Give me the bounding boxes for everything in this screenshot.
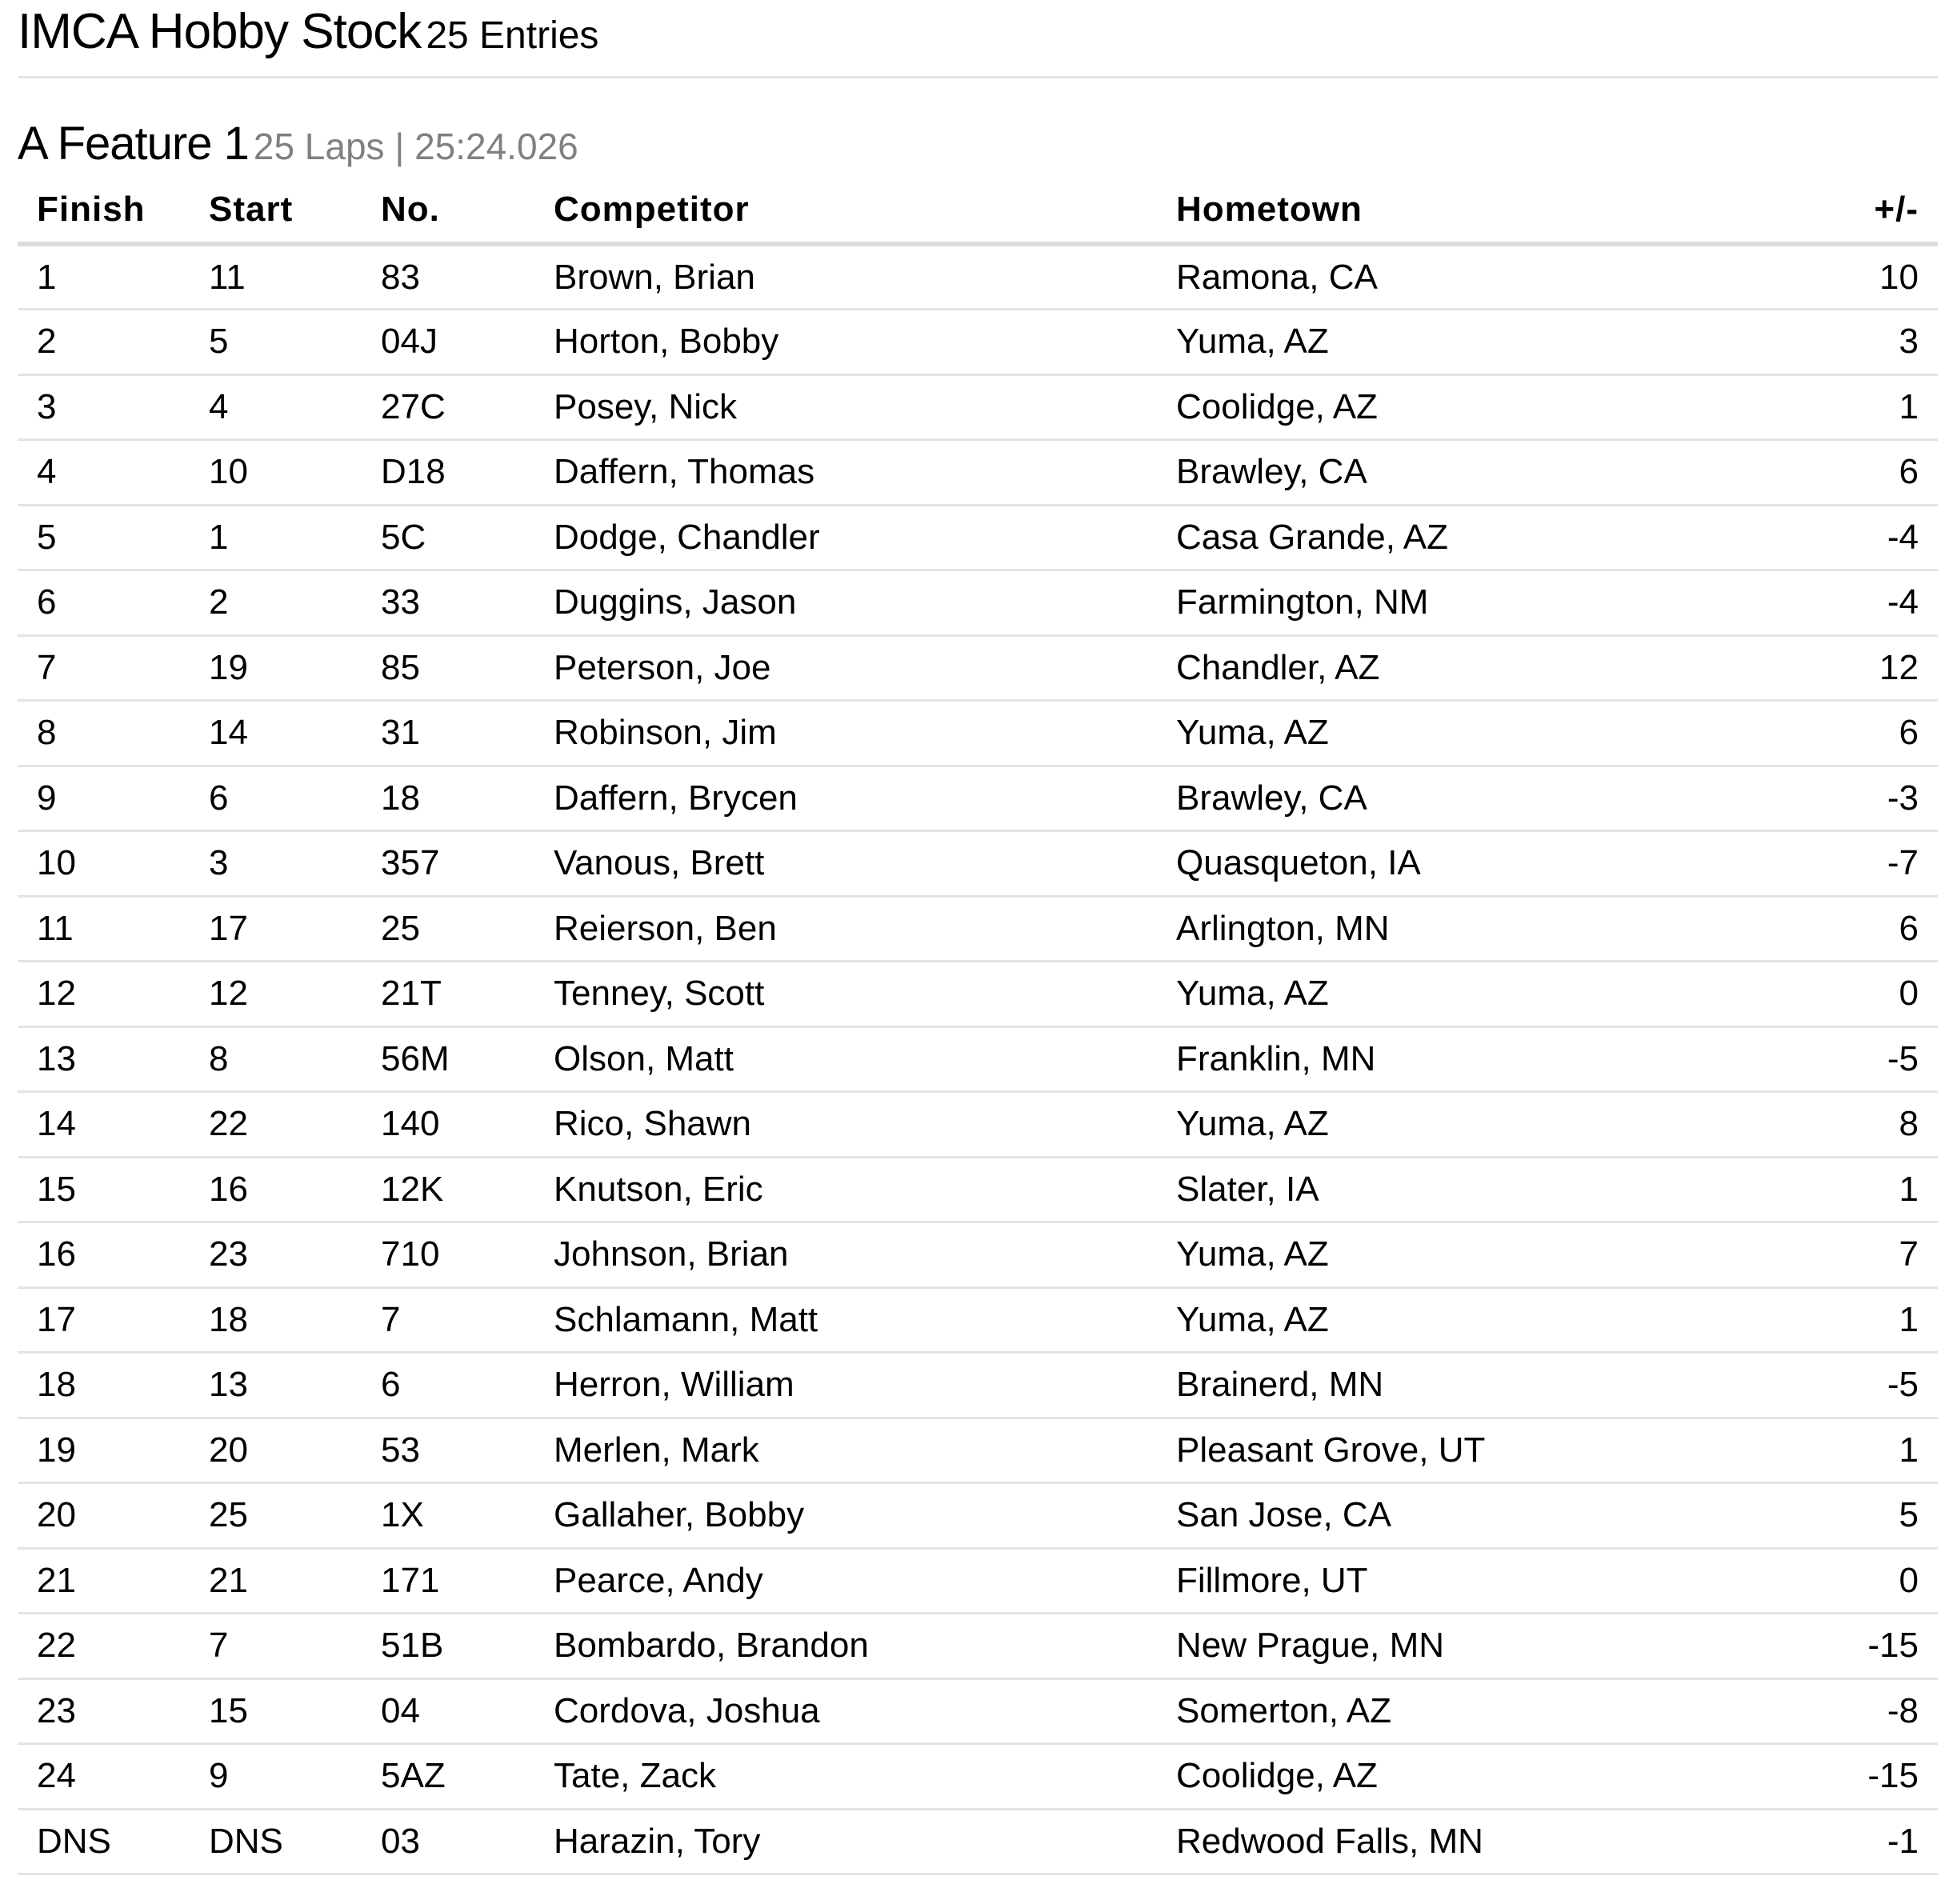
cell-plus-minus: 0	[1778, 1548, 1938, 1614]
cell-hometown: Somerton, AZ	[1157, 1678, 1778, 1744]
cell-hometown: Pleasant Grove, UT	[1157, 1418, 1778, 1483]
cell-number: 31	[362, 701, 534, 766]
cell-plus-minus: 6	[1778, 896, 1938, 962]
cell-hometown: Chandler, AZ	[1157, 635, 1778, 701]
cell-number: 5AZ	[362, 1744, 534, 1810]
cell-hometown: Redwood Falls, MN	[1157, 1809, 1778, 1874]
cell-plus-minus: 1	[1778, 1418, 1938, 1483]
cell-finish: 11	[18, 896, 190, 962]
table-row	[18, 1744, 1938, 1810]
cell-number: 33	[362, 570, 534, 636]
cell-number: 5C	[362, 505, 534, 570]
cell-hometown: Quasqueton, IA	[1157, 831, 1778, 897]
cell-start: 9	[190, 1744, 362, 1810]
cell-plus-minus: 8	[1778, 1092, 1938, 1158]
cell-finish: 6	[18, 570, 190, 636]
cell-plus-minus: 10	[1778, 244, 1938, 310]
cell-start: 11	[190, 244, 362, 310]
cell-competitor: Horton, Bobby	[534, 310, 1157, 375]
cell-finish: 17	[18, 1287, 190, 1353]
cell-number: 12K	[362, 1157, 534, 1222]
column-header-number: No.	[362, 178, 534, 244]
table-row	[18, 1809, 1938, 1874]
cell-hometown: Yuma, AZ	[1157, 1092, 1778, 1158]
cell-number: 18	[362, 766, 534, 831]
cell-finish: 18	[18, 1353, 190, 1418]
table-row	[18, 374, 1938, 440]
table-row	[18, 1418, 1938, 1483]
table-row	[18, 505, 1938, 570]
cell-number: 56M	[362, 1026, 534, 1092]
cell-competitor: Duggins, Jason	[534, 570, 1157, 636]
cell-finish: 22	[18, 1614, 190, 1679]
cell-competitor: Herron, William	[534, 1353, 1157, 1418]
cell-start: 15	[190, 1678, 362, 1744]
cell-start: 19	[190, 635, 362, 701]
cell-competitor: Tenney, Scott	[534, 962, 1157, 1027]
cell-number: 03	[362, 1809, 534, 1874]
cell-plus-minus: 3	[1778, 310, 1938, 375]
cell-plus-minus: 1	[1778, 374, 1938, 440]
cell-finish: 4	[18, 440, 190, 506]
cell-competitor: Daffern, Thomas	[534, 440, 1157, 506]
table-row	[18, 1026, 1938, 1092]
cell-hometown: Brawley, CA	[1157, 440, 1778, 506]
table-row	[18, 310, 1938, 375]
cell-plus-minus: -8	[1778, 1678, 1938, 1744]
cell-competitor: Peterson, Joe	[534, 635, 1157, 701]
cell-start: 12	[190, 962, 362, 1027]
cell-hometown: Yuma, AZ	[1157, 1287, 1778, 1353]
cell-hometown: Ramona, CA	[1157, 244, 1778, 310]
cell-finish: 2	[18, 310, 190, 375]
entries-count: 25 Entries	[426, 14, 599, 57]
cell-start: 18	[190, 1287, 362, 1353]
cell-hometown: Coolidge, AZ	[1157, 1744, 1778, 1810]
cell-number: 171	[362, 1548, 534, 1614]
results-table	[18, 178, 1938, 1875]
cell-finish: 5	[18, 505, 190, 570]
cell-hometown: Yuma, AZ	[1157, 962, 1778, 1027]
cell-plus-minus: 12	[1778, 635, 1938, 701]
cell-competitor: Merlen, Mark	[534, 1418, 1157, 1483]
cell-competitor: Posey, Nick	[534, 374, 1157, 440]
cell-number: 53	[362, 1418, 534, 1483]
cell-start: 20	[190, 1418, 362, 1483]
cell-plus-minus: -15	[1778, 1614, 1938, 1679]
cell-number: 140	[362, 1092, 534, 1158]
table-row	[18, 1287, 1938, 1353]
cell-competitor: Tate, Zack	[534, 1744, 1157, 1810]
cell-number: D18	[362, 440, 534, 506]
cell-finish: 16	[18, 1222, 190, 1288]
table-row	[18, 1092, 1938, 1158]
table-row	[18, 1353, 1938, 1418]
table-row	[18, 701, 1938, 766]
cell-competitor: Harazin, Tory	[534, 1809, 1157, 1874]
table-row	[18, 1548, 1938, 1614]
cell-hometown: Casa Grande, AZ	[1157, 505, 1778, 570]
cell-start: 4	[190, 374, 362, 440]
cell-hometown: San Jose, CA	[1157, 1483, 1778, 1549]
cell-competitor: Knutson, Eric	[534, 1157, 1157, 1222]
cell-plus-minus: -15	[1778, 1744, 1938, 1810]
cell-hometown: Brainerd, MN	[1157, 1353, 1778, 1418]
cell-hometown: Brawley, CA	[1157, 766, 1778, 831]
cell-hometown: Farmington, NM	[1157, 570, 1778, 636]
cell-number: 83	[362, 244, 534, 310]
cell-plus-minus: -5	[1778, 1353, 1938, 1418]
column-header-start: Start	[190, 178, 362, 244]
cell-finish: 23	[18, 1678, 190, 1744]
cell-finish: 14	[18, 1092, 190, 1158]
column-header-plus-minus: +/-	[1778, 178, 1938, 244]
cell-start: 8	[190, 1026, 362, 1092]
cell-number: 51B	[362, 1614, 534, 1679]
cell-start: 10	[190, 440, 362, 506]
cell-competitor: Rico, Shawn	[534, 1092, 1157, 1158]
column-header-finish: Finish	[18, 178, 190, 244]
cell-plus-minus: 1	[1778, 1287, 1938, 1353]
cell-number: 21T	[362, 962, 534, 1027]
cell-plus-minus: -4	[1778, 570, 1938, 636]
cell-start: 5	[190, 310, 362, 375]
cell-start: 3	[190, 831, 362, 897]
table-row	[18, 962, 1938, 1027]
cell-start: 2	[190, 570, 362, 636]
cell-hometown: Arlington, MN	[1157, 896, 1778, 962]
cell-plus-minus: 1	[1778, 1157, 1938, 1222]
cell-competitor: Pearce, Andy	[534, 1548, 1157, 1614]
cell-finish: 12	[18, 962, 190, 1027]
race-title: A Feature 1	[18, 118, 249, 170]
cell-competitor: Johnson, Brian	[534, 1222, 1157, 1288]
cell-finish: 13	[18, 1026, 190, 1092]
cell-finish: 10	[18, 831, 190, 897]
cell-plus-minus: 0	[1778, 962, 1938, 1027]
table-row	[18, 896, 1938, 962]
cell-plus-minus: 7	[1778, 1222, 1938, 1288]
cell-plus-minus: 5	[1778, 1483, 1938, 1549]
cell-number: 7	[362, 1287, 534, 1353]
cell-number: 27C	[362, 374, 534, 440]
table-row	[18, 766, 1938, 831]
cell-competitor: Olson, Matt	[534, 1026, 1157, 1092]
class-header	[18, 0, 1938, 78]
cell-number: 6	[362, 1353, 534, 1418]
cell-plus-minus: -3	[1778, 766, 1938, 831]
cell-start: 1	[190, 505, 362, 570]
cell-competitor: Brown, Brian	[534, 244, 1157, 310]
cell-start: 13	[190, 1353, 362, 1418]
cell-plus-minus: -4	[1778, 505, 1938, 570]
cell-plus-minus: 6	[1778, 701, 1938, 766]
cell-competitor: Vanous, Brett	[534, 831, 1157, 897]
class-name: IMCA Hobby Stock	[18, 4, 422, 59]
cell-start: 14	[190, 701, 362, 766]
table-row	[18, 1614, 1938, 1679]
cell-number: 1X	[362, 1483, 534, 1549]
cell-finish: 9	[18, 766, 190, 831]
cell-hometown: Slater, IA	[1157, 1157, 1778, 1222]
cell-finish: 24	[18, 1744, 190, 1810]
cell-finish: 1	[18, 244, 190, 310]
cell-start: 17	[190, 896, 362, 962]
cell-number: 357	[362, 831, 534, 897]
race-header	[18, 112, 578, 188]
cell-plus-minus: 6	[1778, 440, 1938, 506]
cell-finish: DNS	[18, 1809, 190, 1874]
cell-competitor: Robinson, Jim	[534, 701, 1157, 766]
cell-number: 85	[362, 635, 534, 701]
cell-number: 04J	[362, 310, 534, 375]
race-meta: 25 Laps | 25:24.026	[253, 126, 578, 167]
cell-start: DNS	[190, 1809, 362, 1874]
cell-competitor: Gallaher, Bobby	[534, 1483, 1157, 1549]
cell-finish: 8	[18, 701, 190, 766]
cell-finish: 15	[18, 1157, 190, 1222]
cell-plus-minus: -7	[1778, 831, 1938, 897]
table-row	[18, 635, 1938, 701]
cell-hometown: Fillmore, UT	[1157, 1548, 1778, 1614]
cell-competitor: Cordova, Joshua	[534, 1678, 1157, 1744]
cell-start: 21	[190, 1548, 362, 1614]
table-row	[18, 244, 1938, 310]
cell-hometown: New Prague, MN	[1157, 1614, 1778, 1679]
cell-start: 22	[190, 1092, 362, 1158]
cell-hometown: Yuma, AZ	[1157, 1222, 1778, 1288]
cell-start: 25	[190, 1483, 362, 1549]
cell-hometown: Coolidge, AZ	[1157, 374, 1778, 440]
cell-finish: 20	[18, 1483, 190, 1549]
table-row	[18, 1157, 1938, 1222]
cell-finish: 19	[18, 1418, 190, 1483]
cell-hometown: Yuma, AZ	[1157, 701, 1778, 766]
cell-competitor: Daffern, Brycen	[534, 766, 1157, 831]
class-title	[18, 2, 598, 66]
table-row	[18, 440, 1938, 506]
cell-competitor: Reierson, Ben	[534, 896, 1157, 962]
cell-competitor: Bombardo, Brandon	[534, 1614, 1157, 1679]
cell-competitor: Dodge, Chandler	[534, 505, 1157, 570]
table-row	[18, 831, 1938, 897]
cell-hometown: Franklin, MN	[1157, 1026, 1778, 1092]
cell-plus-minus: -5	[1778, 1026, 1938, 1092]
table-row	[18, 570, 1938, 636]
cell-number: 710	[362, 1222, 534, 1288]
cell-start: 7	[190, 1614, 362, 1679]
cell-plus-minus: -1	[1778, 1809, 1938, 1874]
column-header-hometown: Hometown	[1157, 178, 1778, 244]
cell-finish: 7	[18, 635, 190, 701]
header-row	[18, 178, 1938, 244]
table-row	[18, 1222, 1938, 1288]
cell-number: 25	[362, 896, 534, 962]
table-row	[18, 1483, 1938, 1549]
table-row	[18, 1678, 1938, 1744]
column-header-competitor: Competitor	[534, 178, 1157, 244]
cell-hometown: Yuma, AZ	[1157, 310, 1778, 375]
cell-finish: 21	[18, 1548, 190, 1614]
cell-finish: 3	[18, 374, 190, 440]
cell-competitor: Schlamann, Matt	[534, 1287, 1157, 1353]
cell-number: 04	[362, 1678, 534, 1744]
cell-start: 6	[190, 766, 362, 831]
results-body	[18, 244, 1938, 1874]
cell-start: 16	[190, 1157, 362, 1222]
cell-start: 23	[190, 1222, 362, 1288]
